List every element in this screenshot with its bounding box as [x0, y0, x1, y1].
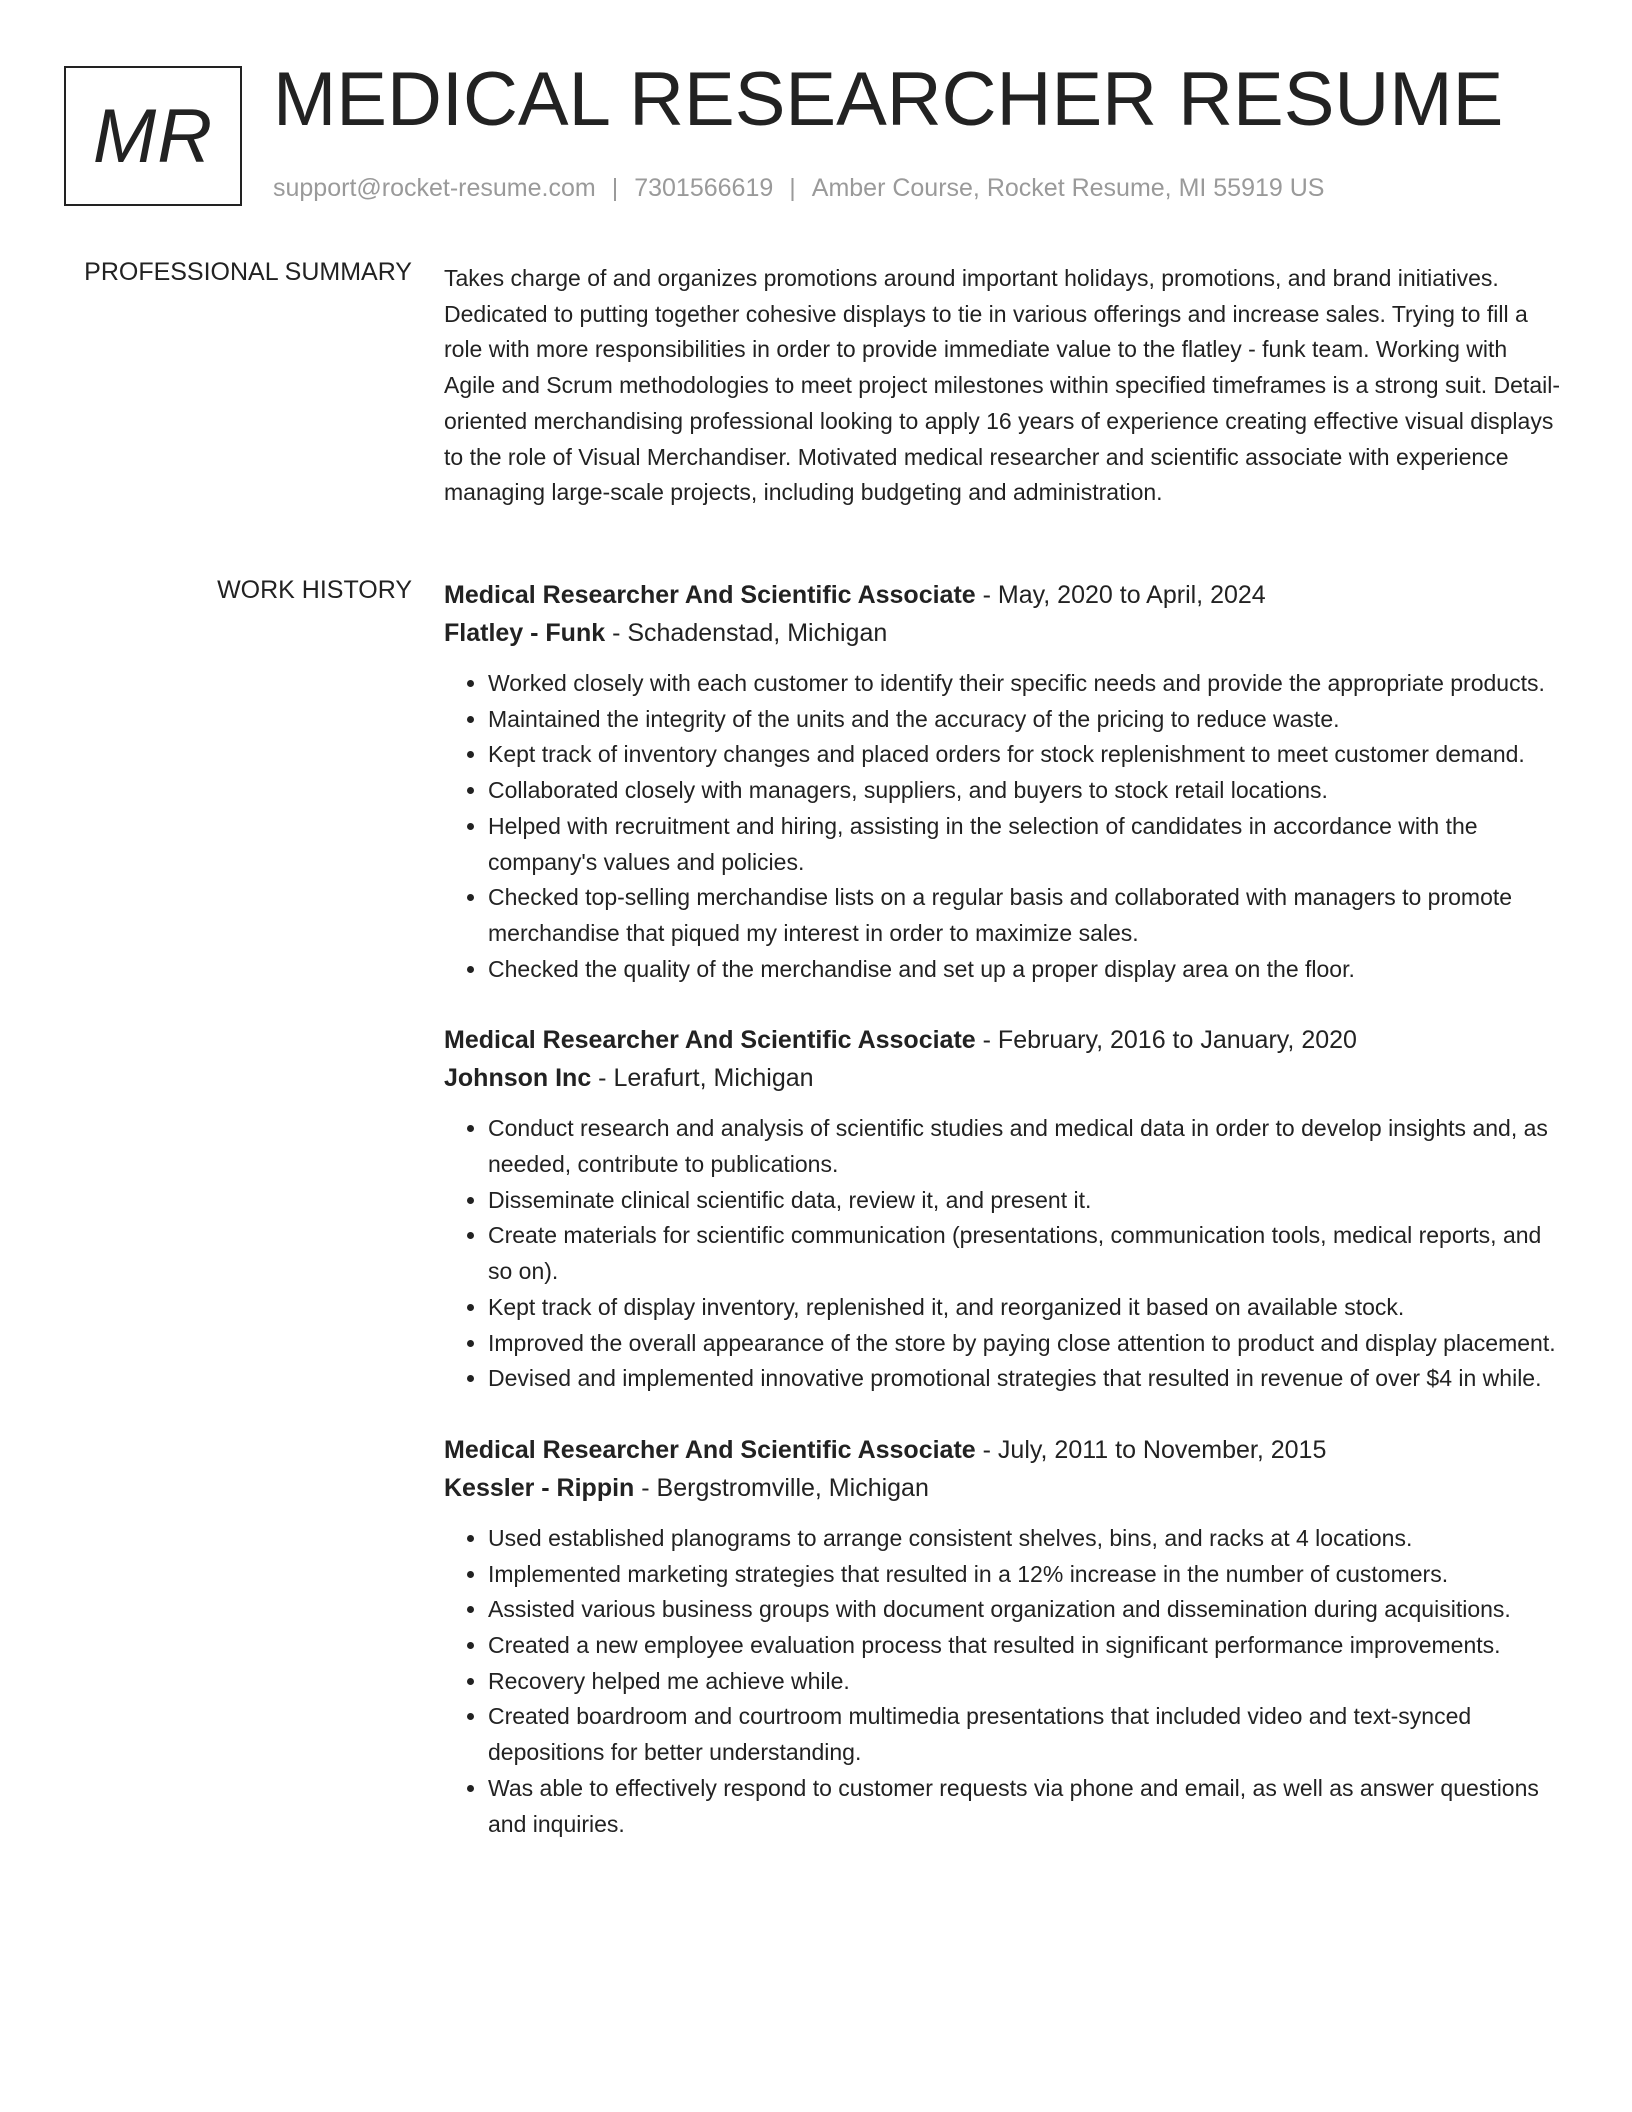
job-company-line — [444, 1469, 1560, 1507]
job-bullet: • Created boardroom and courtroom multimedia presentations that included video and text-synced depositions for better understanding. — [488, 1699, 1560, 1770]
job-company: Flatley - Funk — [444, 619, 606, 647]
contact-phone: 7301566619 — [634, 174, 774, 202]
job-bullet: • Recovery helped me achieve while. — [488, 1664, 1560, 1700]
job-location: - Lerafurt, Michigan — [591, 1064, 814, 1093]
job-bullets — [444, 1111, 1560, 1397]
contact-separator: | — [611, 174, 619, 202]
resume-title: MEDICAL RESEARCHER RESUME — [273, 57, 1504, 142]
job-company: Kessler - Rippin — [444, 1473, 635, 1502]
job-title: Medical Researcher And Scientific Associate — [444, 581, 976, 609]
summary-body — [444, 258, 1560, 511]
job-bullet: • Implemented marketing strategies that resulted in a 12% increase in the number of customers. — [488, 1557, 1560, 1593]
job-bullet: • Kept track of display inventory, replenished it, and reorganized it based on available stock. — [488, 1290, 1560, 1326]
job-bullet: • Checked top-selling merchandise lists on a regular basis and collaborated with managers to promote merchandise that piqued my interest in order to maximize sales. — [488, 880, 1560, 951]
job-entry — [444, 576, 1560, 987]
job-title-line — [444, 1021, 1560, 1059]
job-title: Medical Researcher And Scientific Associate — [444, 1026, 976, 1055]
job-bullet: • Improved the overall appearance of the store by paying close attention to product and display placement. — [488, 1326, 1560, 1362]
summary-text: Takes charge of and organizes promotions around important holidays, promotions, and brand initiatives. Dedicated to putting together cohesive displays to tie in various offerings and increase sales. Trying to fill a role with more responsibilities in order to provide immediate value to the flatley - funk team. Working with Agile and Scrum methodologies to meet project milestones within specified timeframes is a strong suit. Detail-oriented merchandising professional looking to apply 16 years of experience creating effective visual displays to the role of Visual Merchandiser. Motivated medical researcher and scientific associate with experience managing large-scale projects, including budgeting and administration. — [444, 265, 1560, 506]
job-bullets — [444, 1521, 1560, 1842]
job-dates: - May, 2020 to April, 2024 — [975, 581, 1266, 609]
job-bullet: • Devised and implemented innovative promotional strategies that resulted in revenue of over $4 in while. — [488, 1361, 1560, 1397]
contact-email[interactable]: support@rocket-resume.com — [273, 174, 596, 202]
job-bullet: • Helped with recruitment and hiring, assisting in the selection of candidates in accordance with the company's values and policies. — [488, 809, 1560, 880]
job-bullet: • Used established planograms to arrange consistent shelves, bins, and racks at 4 locations. — [488, 1521, 1560, 1557]
contact-separator: | — [789, 174, 796, 202]
job-dates: - February, 2016 to January, 2020 — [975, 1026, 1357, 1055]
job-bullet: • Was able to effectively respond to customer requests via phone and email, as well as answer questions and inquiries. — [488, 1771, 1560, 1842]
job-bullet: • Checked the quality of the merchandise and set up a proper display area on the floor. — [488, 952, 1560, 988]
job-bullet: • Maintained the integrity of the units and the accuracy of the pricing to reduce waste. — [488, 702, 1560, 738]
job-bullet: • Disseminate clinical scientific data, review it, and present it. — [488, 1183, 1560, 1219]
monogram-logo: MR — [64, 66, 242, 206]
job-bullet: • Kept track of inventory changes and placed orders for stock replenishment to meet customer demand. — [488, 737, 1560, 773]
contact-line — [273, 174, 1324, 203]
job-company-line — [444, 1059, 1560, 1097]
job-title-line — [444, 576, 1560, 614]
job-bullet: • Created a new employee evaluation process that resulted in significant performance improvements. — [488, 1628, 1560, 1664]
summary-heading: PROFESSIONAL SUMMARY — [84, 258, 412, 286]
job-dates: - July, 2011 to November, 2015 — [975, 1435, 1327, 1464]
job-location: - Bergstromville, Michigan — [634, 1473, 929, 1502]
job-bullet: • Create materials for scientific communication (presentations, communication tools, medical reports, and so on). — [488, 1218, 1560, 1289]
job-entry — [444, 1431, 1560, 1842]
job-bullet: • Assisted various business groups with document organization and dissemination during acquisitions. — [488, 1592, 1560, 1628]
job-bullets — [444, 666, 1560, 987]
job-bullet: • Collaborated closely with managers, suppliers, and buyers to stock retail locations. — [488, 773, 1560, 809]
contact-address: Amber Course, Rocket Resume, MI 55919 US — [811, 174, 1325, 202]
job-bullet: • Worked closely with each customer to identify their specific needs and provide the appropriate products. — [488, 666, 1560, 702]
work-history-body — [444, 576, 1560, 1876]
job-company: Johnson Inc — [444, 1064, 592, 1093]
job-company-line — [444, 614, 1560, 652]
job-title: Medical Researcher And Scientific Associate — [444, 1435, 976, 1464]
job-title-line — [444, 1431, 1560, 1469]
job-location: - Schadenstad, Michigan — [605, 619, 888, 647]
job-entry — [444, 1021, 1560, 1397]
work-history-heading: WORK HISTORY — [217, 576, 412, 604]
job-bullet: • Conduct research and analysis of scientific studies and medical data in order to develop insights and, as needed, contribute to publications. — [488, 1111, 1560, 1182]
